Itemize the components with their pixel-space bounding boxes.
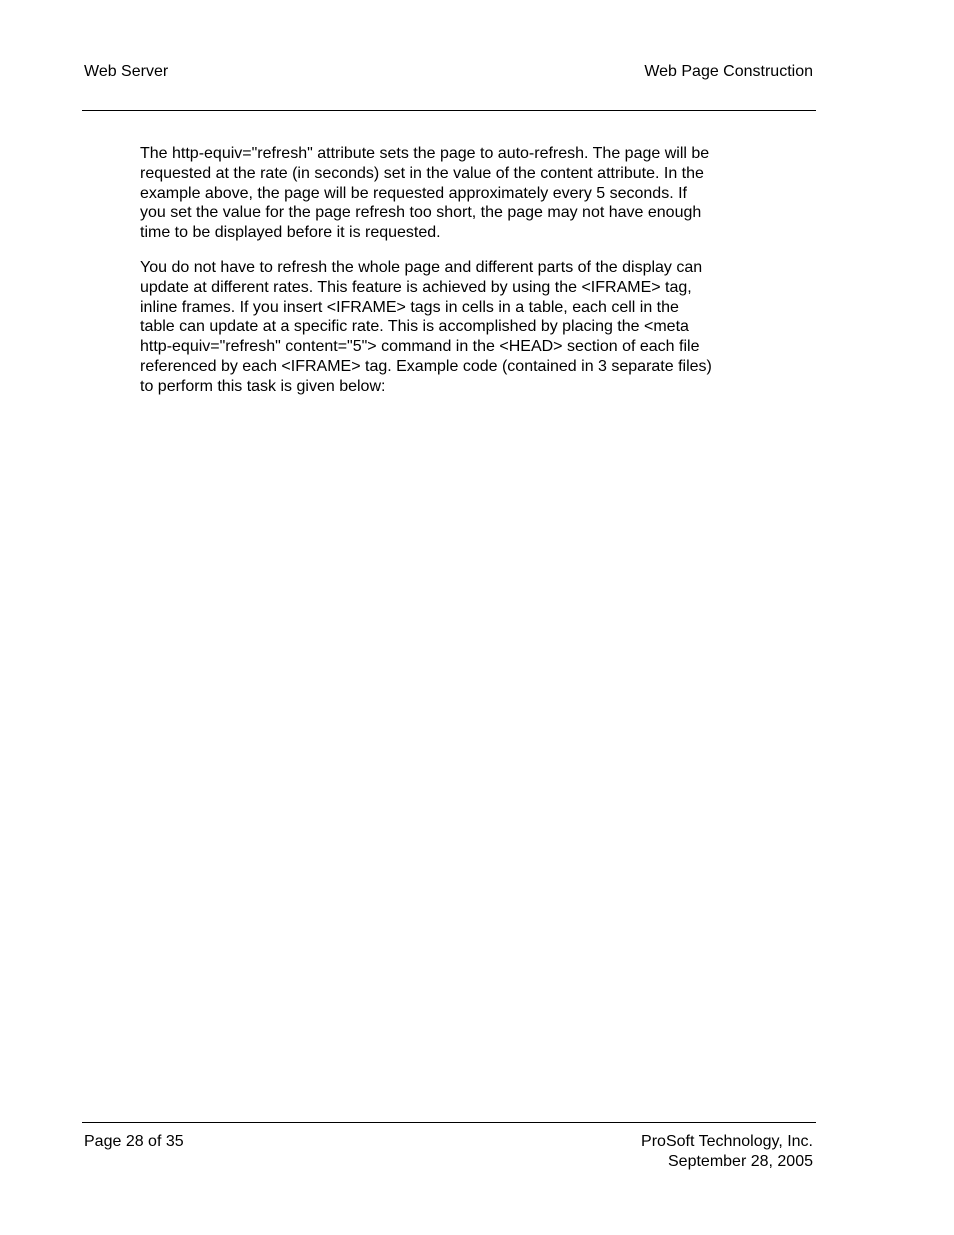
paragraph-line: example above, the page will be requested approximately every 5 seconds. If	[140, 184, 687, 202]
header-divider	[82, 110, 816, 111]
footer-divider	[82, 1122, 816, 1123]
header-chapter-title: Web Page Construction	[644, 63, 813, 80]
paragraph-line: inline frames. If you insert <IFRAME> tags in cells in a table, each cell in the	[140, 298, 679, 316]
footer-info	[641, 1132, 813, 1172]
paragraph-line: update at different rates. This feature is achieved by using the <IFRAME> tag,	[140, 278, 692, 296]
paragraph-line: referenced by each <IFRAME> tag. Example code (contained in 3 separate files)	[140, 357, 712, 375]
company-name: ProSoft Technology, Inc.	[641, 1133, 813, 1150]
paragraph-line: time to be displayed before it is requested.	[140, 224, 441, 242]
publication-date: September 28, 2005	[668, 1153, 813, 1170]
header-section-title: Web Server	[84, 63, 169, 80]
paragraph-line: You do not have to refresh the whole page and different parts of the display can	[140, 258, 703, 276]
paragraph-line: http-equiv="refresh" content="5"> command in the <HEAD> section of each file	[140, 338, 700, 356]
paragraph-line: you set the value for the page refresh too short, the page may not have enough	[140, 204, 702, 222]
paragraph-line: The http-equiv="refresh" attribute sets the page to auto-refresh. The page will be	[140, 145, 710, 162]
paragraph-refresh-attribute	[140, 144, 780, 243]
paragraph-line: table can update at a specific rate. This is accomplished by placing the <meta	[140, 318, 689, 336]
paragraph-line: to perform this task is given below:	[140, 377, 386, 395]
paragraph-iframe-explanation	[140, 258, 780, 397]
page-number: Page 28 of 35	[84, 1133, 184, 1150]
document-body	[140, 144, 780, 412]
paragraph-line: requested at the rate (in seconds) set in the value of the content attribute. In the	[140, 164, 704, 182]
